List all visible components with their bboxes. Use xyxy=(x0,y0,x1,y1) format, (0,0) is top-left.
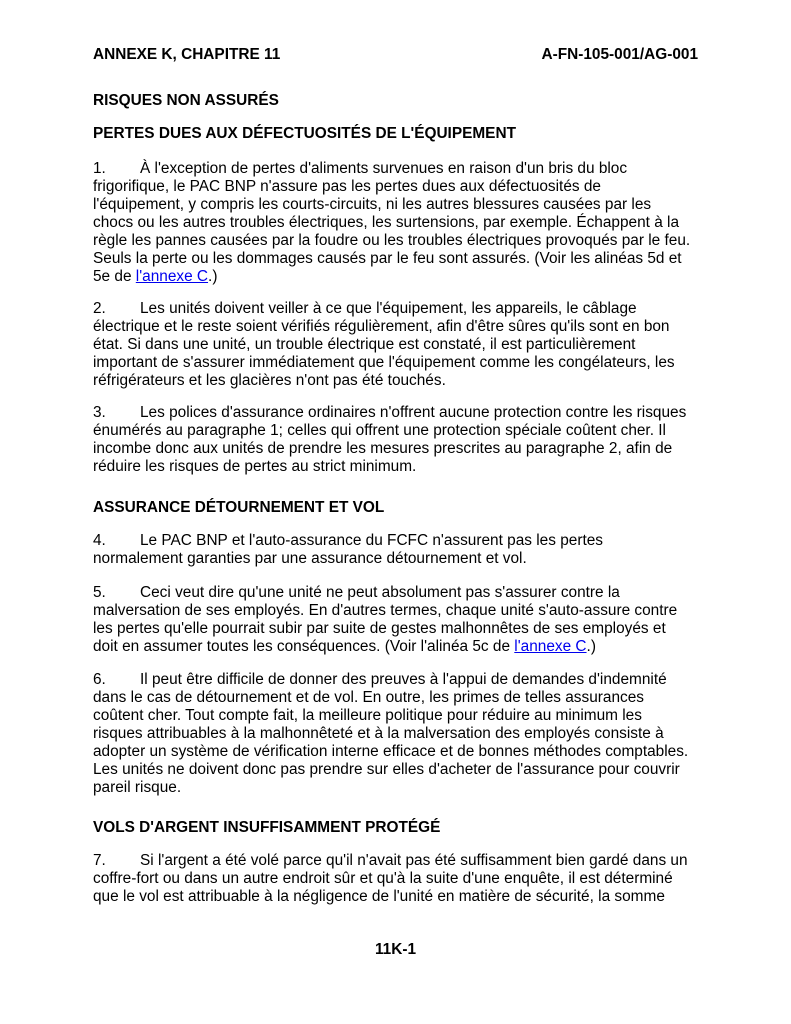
paragraph xyxy=(93,404,733,476)
paragraph-line xyxy=(93,638,733,656)
section-heading: PERTES DUES AUX DÉFECTUOSITÉS DE L'ÉQUIPEMENT xyxy=(93,125,516,142)
paragraph-number: 7. xyxy=(93,852,106,869)
paragraph xyxy=(93,584,733,656)
paragraph-line xyxy=(93,888,733,906)
line-text: réduire les risques de pertes au strict minimum. xyxy=(93,458,417,475)
paragraph xyxy=(93,160,733,286)
line-text: Seuls la perte ou les dommages causés par le feu sont assurés. (Voir les alinéas 5d et xyxy=(93,250,682,267)
paragraph-number: 3. xyxy=(93,404,106,421)
line-text: pareil risque. xyxy=(93,779,182,796)
paragraph-line xyxy=(93,404,733,422)
line-text: Ceci veut dire qu'une unité ne peut absolument pas s'assurer contre la xyxy=(140,584,620,601)
line-text: l'équipement, y compris les courts-circuits, ni les autres blessures causées par les xyxy=(93,196,652,213)
paragraph-line xyxy=(93,779,733,797)
line-text: les pertes qu'elle pourrait subir par suite de gestes malhonnêtes de ses employés et xyxy=(93,620,666,637)
line-text: doit en assumer toutes les conséquences. (Voir l'alinéa 5c de xyxy=(93,638,515,655)
paragraph-number: 2. xyxy=(93,300,106,317)
line-text: dans le cas de détournement et de vol. En outre, les primes de telles assurances xyxy=(93,689,644,706)
paragraph-line xyxy=(93,550,733,568)
paragraph-line xyxy=(93,372,733,390)
line-text: malversation de ses employés. En d'autres termes, chaque unité s'auto-assure contre xyxy=(93,602,678,619)
line-text: réfrigérateurs et les glacières n'ont pas été touchés. xyxy=(93,372,446,389)
annexe-c-link[interactable]: l'annexe C xyxy=(135,268,209,285)
line-text: Les unités doivent veiller à ce que l'équipement, les appareils, le câblage xyxy=(140,300,637,317)
line-text: frigorifique, le PAC BNP n'assure pas les pertes dues aux défectuosités de xyxy=(93,178,601,195)
header-right: A-FN-105-001/AG-001 xyxy=(541,46,698,63)
line-text: Les unités ne doivent donc pas prendre sur elles d'acheter de l'assurance pour couvrir xyxy=(93,761,680,778)
paragraph-line xyxy=(93,214,733,232)
line-text: risques attribuables à la malhonnêteté et à la malversation des employés consiste à xyxy=(93,725,664,742)
line-text: .) xyxy=(208,268,218,285)
line-text: règle les pannes causées par la foudre ou les troubles électriques provoqués par le feu. xyxy=(93,232,691,249)
line-text: que le vol est attribuable à la négligence de l'unité en matière de sécurité, la somme xyxy=(93,888,665,905)
line-text: incombe donc aux unités de prendre les mesures prescrites au paragraphe 2, afin de xyxy=(93,440,673,457)
header-left: ANNEXE K, CHAPITRE 11 xyxy=(93,46,281,63)
line-text: électrique et le reste soient vérifiés régulièrement, afin d'être sûres qu'ils sont en bon xyxy=(93,318,670,335)
line-text: état. Si dans une unité, un trouble électrique est constaté, il est particulièrement xyxy=(93,336,636,353)
paragraph xyxy=(93,532,733,568)
paragraph-line xyxy=(93,743,733,761)
line-text: important de s'assurer immédiatement que l'équipement comme les congélateurs, les xyxy=(93,354,675,371)
paragraph-line xyxy=(93,870,733,888)
paragraph-line xyxy=(93,761,733,779)
paragraph-line xyxy=(93,458,733,476)
paragraph-line xyxy=(93,852,733,870)
line-text: Il peut être difficile de donner des preuves à l'appui de demandes d'indemnité xyxy=(140,671,667,688)
paragraph-number: 6. xyxy=(93,671,106,688)
page-number: 11K-1 xyxy=(374,941,417,958)
line-text: normalement garanties par une assurance détournement et vol. xyxy=(93,550,527,567)
paragraph-number: 4. xyxy=(93,532,106,549)
line-text: À l'exception de pertes d'aliments survenues en raison d'un bris du bloc xyxy=(140,160,628,177)
line-text: chocs ou les autres troubles électriques, les surtensions, par exemple. Échappent à la xyxy=(93,214,680,231)
page-title: RISQUES NON ASSURÉS xyxy=(93,92,279,109)
line-text: coffre-fort ou dans un autre endroit sûr et qu'à la suite d'une enquête, il est déterminé xyxy=(93,870,673,887)
section-heading: ASSURANCE DÉTOURNEMENT ET VOL xyxy=(93,499,385,516)
paragraph-line xyxy=(93,178,733,196)
paragraph-line xyxy=(93,440,733,458)
paragraph xyxy=(93,300,733,390)
paragraph-line xyxy=(93,160,733,178)
paragraph-line xyxy=(93,707,733,725)
annexe-c-link[interactable]: l'annexe C xyxy=(514,638,587,655)
line-text: adopter un système de vérification interne efficace et de bonnes méthodes comptables. xyxy=(93,743,689,760)
paragraph-line xyxy=(93,602,733,620)
line-text: Les polices d'assurance ordinaires n'offrent aucune protection contre les risques xyxy=(140,404,687,421)
line-text: 5e de xyxy=(93,268,136,285)
paragraph xyxy=(93,671,733,797)
paragraph-line xyxy=(93,725,733,743)
paragraph-line xyxy=(93,336,733,354)
line-text: Si l'argent a été volé parce qu'il n'avait pas été suffisamment bien gardé dans un xyxy=(140,852,688,869)
paragraph-line xyxy=(93,584,733,602)
line-text: .) xyxy=(586,638,596,655)
paragraph-line xyxy=(93,196,733,214)
line-text: coûtent cher. Tout compte fait, la meilleure politique pour réduire au minimum les xyxy=(93,707,642,724)
line-text: Le PAC BNP et l'auto-assurance du FCFC n'assurent pas les pertes xyxy=(140,532,603,549)
paragraph-line xyxy=(93,620,733,638)
paragraph-line xyxy=(93,300,733,318)
paragraph-line xyxy=(93,232,733,250)
paragraph-line xyxy=(93,532,733,550)
paragraph-line xyxy=(93,422,733,440)
paragraph xyxy=(93,852,733,906)
paragraph-line xyxy=(93,671,733,689)
paragraph-line xyxy=(93,268,733,286)
paragraph-line xyxy=(93,689,733,707)
section-heading: VOLS D'ARGENT INSUFFISAMMENT PROTÉGÉ xyxy=(93,819,441,836)
line-text: énumérés au paragraphe 1; celles qui offrent une protection spéciale coûtent cher. Il xyxy=(93,422,666,439)
paragraph-line xyxy=(93,250,733,268)
paragraph-line xyxy=(93,354,733,372)
paragraph-number: 5. xyxy=(93,584,106,601)
paragraph-number: 1. xyxy=(93,160,106,177)
paragraph-line xyxy=(93,318,733,336)
